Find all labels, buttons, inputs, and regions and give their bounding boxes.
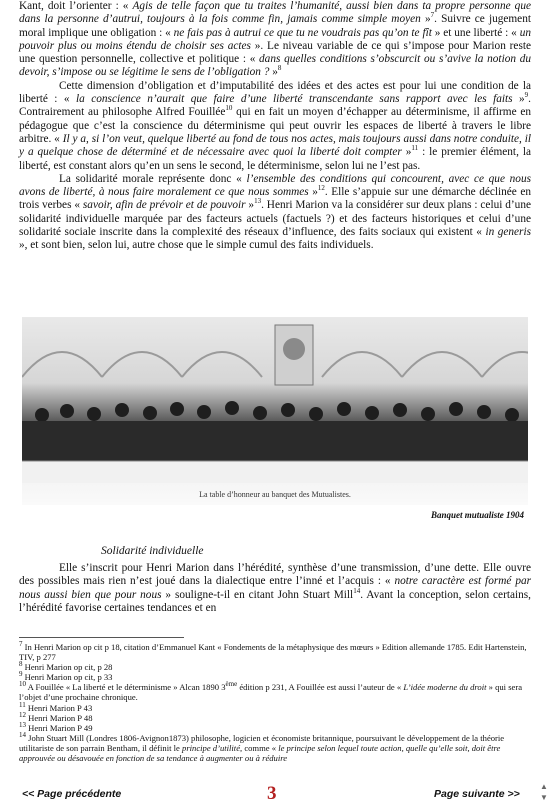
footnote-12: $^{12}$ Henri Marion P 48 bbox=[19, 710, 93, 723]
footnote-8: $^8$ Henri Marion op cit, p 28 bbox=[19, 660, 113, 673]
previous-page-link[interactable]: << Page précédente bbox=[22, 788, 122, 800]
next-page-link[interactable]: Page suivante >> bbox=[434, 788, 520, 800]
paragraph-2: Cette dimension d’obligation et d’imputabilité des idées et des actes est pour lui une condition de la liberté : « la conscience n’aurait que faire d’une liberté transcendante sans rapport avec les faits »$^9$. Contrairement au philosophe Alfred Fouillée$^{10}$ qui en fait un moyen d’échapper au déterminisme, il affirme en pédagogue que c’est la conscience du déterminisme qui peut ouvrir les espaces de liberté à travers le libre arbitre. « Il y a, si l’on veut, quelque liberté au fond de tous nos actes, mais toujours aussi dans notre conduite, il y a quelque chose de déterminé et de nécessaire avec quoi la liberté doit compter »$^{11}$ : le premier élément, la liberté, est constant alors qu’en un sens le second, le déterminisme, selon lui ne l’est pas. bbox=[19, 79, 531, 172]
footnote-7: $^7$ In Henri Marion op cit p 18, citation d’Emmanuel Kant « Fondements de la métaphysique des mœurs » Edition allemande 1785. Edit Hartenstein, TIV, p 277 bbox=[19, 640, 527, 663]
scroll-up-icon[interactable]: ▲ bbox=[540, 782, 548, 791]
footnote-11: $^{11}$ Henri Marion P 43 bbox=[19, 700, 93, 713]
footnote-14: $^{14}$ John Stuart Mill (Londres 1806-Avignon1873) philosophe, logicien et économiste britannique, poursuivant le développement de la théorie utilitariste de son parrain Bentham, il définit le principe d’utilité, comme « le principe selon lequel toute action, quelle qu’elle soit, doit être approuvée ou désavouée en fonction de sa tendance à augmenter ou à réduire bbox=[19, 730, 505, 764]
paragraph-3: La solidarité morale représente donc « l’ensemble des conditions qui concourent, avec ce que nous avons de liberté, à nous faire moralement ce que nous sommes »$^{12}$. Elle s’appuie sur une démarche déclinée en trois verbes « savoir, afin de prévoir et de pouvoir »$^{13}$. Henri Marion va la considérer sur deux plans : celui d’une solidarité individuelle marquée par des facteurs actuels (factuels ?) et des facteurs historiques et celui d’une solidarité sociale inscrite dans la complexité des réseaux d’influence, des faits sociaux qui existent « in generis », et sont bien, selon lui, autre chose que le simple cumul des faits individuels. bbox=[19, 172, 531, 252]
banquet-photo bbox=[22, 317, 528, 520]
page-navigation bbox=[0, 783, 550, 804]
footnotes bbox=[19, 642, 531, 763]
scroll-down-icon[interactable]: ▼ bbox=[540, 793, 548, 802]
banquet-illustration bbox=[22, 317, 528, 505]
section-title: Solidarité individuelle bbox=[101, 545, 204, 557]
footnote-divider bbox=[19, 637, 184, 638]
section-paragraph: Elle s’inscrit pour Henri Marion dans l’hérédité, synthèse d’une transmission, d’une dette. Elle ouvre des possibles mais rien n’est joué dans la dialectique entre l’inné et l’acquis : « notre caractère est formé par nous aussi bien que pour nous » souligne-t-il en citant John Stuart Mill$^{14}$. Avant la conception, selon certains, l’hérédité favorise certaines tendances et en bbox=[19, 562, 532, 614]
banquet-photo-image bbox=[22, 317, 528, 505]
body-text bbox=[19, 0, 531, 253]
footnote-10: $^{10}$ A Fouillée « La liberté et le déterminisme » Alcan 1890 3ème édition p 231, A Fouillée est aussi l’auteur de « L’idée moderne du droit » qui sera l’objet d’une prochaine chronique. bbox=[19, 680, 523, 703]
paragraph-1: Kant, doit l’orienter : « Agis de telle façon que tu traites l’humanité, aussi bien dans ta propre personne que dans la personne d’autrui, toujours à la fois comme fin, jamais comme simple moyen »$^7$. Suivre ce jugement moral implique une obligation : « ne fais pas à autrui ce que tu ne voudrais pas qu’on te fît » et une liberté : « un pouvoir plus ou moins étendu de choisir ses actes ». Le niveau variable de ce qui s’impose pour Marion reste une question personnelle, collective et politique : « dans quelles conditions s’obscurcit ou s’avive la notion du devoir, s’impose ou se légitime le sens de l’obligation ? »$^8$ bbox=[19, 0, 531, 79]
footnote-13: $^{13}$ Henri Marion P 49 bbox=[19, 720, 93, 733]
page-number: 3 bbox=[267, 783, 277, 804]
footnote-9: $^9$ Henri Marion op cit, p 33 bbox=[19, 670, 113, 683]
photo-caption: Banquet mutualiste 1904 bbox=[430, 510, 524, 520]
photo-inner-caption: La table d’honneur au banquet des Mutualistes. bbox=[199, 490, 351, 499]
